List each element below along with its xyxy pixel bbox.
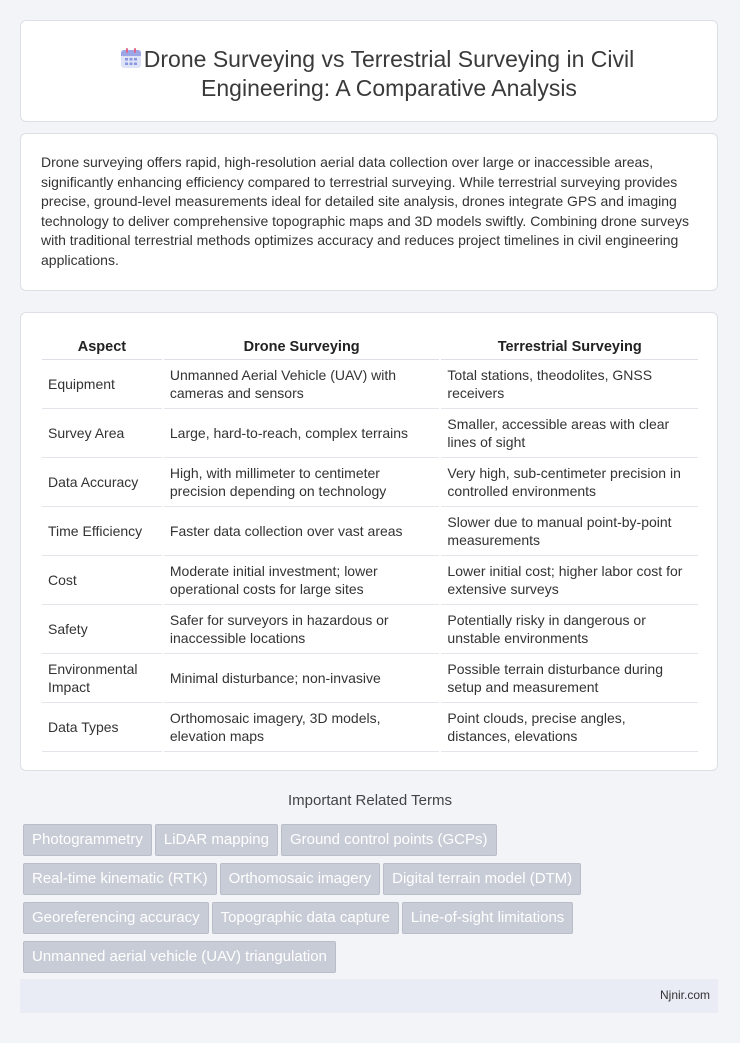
- term-tag[interactable]: Photogrammetry: [23, 824, 152, 856]
- term-tag[interactable]: Digital terrain model (DTM): [383, 863, 581, 895]
- column-header-terrestrial: Terrestrial Surveying: [440, 334, 698, 360]
- table-row: [42, 507, 698, 556]
- cell-aspect: Equipment: [42, 360, 163, 409]
- table-row: [42, 556, 698, 605]
- summary-paragraph: Drone surveying offers rapid, high-resolution aerial data collection over large or inaccessible areas, significantly enhancing efficiency compared to terrestrial surveying. While terrestrial surveying provides precise, ground-level measurements ideal for detailed site analysis, drones integrate GPS and imaging technology to deliver comprehensive topographic maps and 3D models swiftly. Combining drone surveys with traditional terrestrial methods optimizes accuracy and reduces project timelines in civil engineering applications.: [41, 154, 689, 268]
- cell-terrestrial: Total stations, theodolites, GNSS receivers: [440, 360, 698, 409]
- cell-drone: Minimal disturbance; non-invasive: [163, 654, 441, 703]
- cell-terrestrial: Lower initial cost; higher labor cost for extensive surveys: [440, 556, 698, 605]
- term-tag[interactable]: Line-of-sight limitations: [402, 902, 573, 934]
- footer-site-name[interactable]: Njnir.com: [659, 988, 710, 1002]
- cell-aspect: Data Types: [42, 703, 163, 752]
- cell-terrestrial: Possible terrain disturbance during setup and measurement: [440, 654, 698, 703]
- cell-aspect: Environmental Impact: [42, 654, 163, 703]
- summary-card: [20, 133, 718, 291]
- term-tag[interactable]: Topographic data capture: [212, 902, 399, 934]
- term-tag[interactable]: Orthomosaic imagery: [220, 863, 381, 895]
- page-title: Drone Surveying vs Terrestrial Surveying in Civil Engineering: A Comparative Analysis: [143, 46, 635, 101]
- table-row: [42, 360, 698, 409]
- table-header-row: [42, 334, 698, 360]
- cell-drone: Large, hard-to-reach, complex terrains: [163, 409, 441, 458]
- cell-terrestrial: Slower due to manual point-by-point measurements: [440, 507, 698, 556]
- header-card: [20, 20, 718, 122]
- cell-terrestrial: Potentially risky in dangerous or unstable environments: [440, 605, 698, 654]
- cell-aspect: Time Efficiency: [42, 507, 163, 556]
- cell-terrestrial: Very high, sub-centimeter precision in controlled environments: [440, 458, 698, 507]
- term-tag[interactable]: Unmanned aerial vehicle (UAV) triangulation: [23, 941, 336, 973]
- term-tag[interactable]: Georeferencing accuracy: [23, 902, 209, 934]
- table-row: [42, 605, 698, 654]
- table-row: [42, 654, 698, 703]
- footer: [20, 979, 718, 1013]
- cell-drone: Moderate initial investment; lower operational costs for large sites: [163, 556, 441, 605]
- cell-terrestrial: Smaller, accessible areas with clear lines of sight: [440, 409, 698, 458]
- table-row: [42, 458, 698, 507]
- cell-drone: Unmanned Aerial Vehicle (UAV) with cameras and sensors: [163, 360, 441, 409]
- column-header-drone: Drone Surveying: [163, 334, 441, 360]
- cell-terrestrial: Point clouds, precise angles, distances, elevations: [440, 703, 698, 752]
- column-header-aspect: Aspect: [42, 334, 163, 360]
- related-terms-title: Important Related Terms: [288, 792, 452, 809]
- cell-drone: High, with millimeter to centimeter precision depending on technology: [163, 458, 441, 507]
- cell-drone: Safer for surveyors in hazardous or inaccessible locations: [163, 605, 441, 654]
- cell-drone: Orthomosaic imagery, 3D models, elevation maps: [163, 703, 441, 752]
- term-tag[interactable]: Ground control points (GCPs): [281, 824, 497, 856]
- cell-aspect: Survey Area: [42, 409, 163, 458]
- term-tag[interactable]: LiDAR mapping: [155, 824, 278, 856]
- related-terms-list: [23, 824, 623, 980]
- comparison-table-card: [20, 312, 718, 771]
- cell-aspect: Cost: [42, 556, 163, 605]
- cell-aspect: Safety: [42, 605, 163, 654]
- table-row: [42, 409, 698, 458]
- comparison-table: [42, 334, 698, 752]
- table-row: [42, 703, 698, 752]
- cell-aspect: Data Accuracy: [42, 458, 163, 507]
- cell-drone: Faster data collection over vast areas: [163, 507, 441, 556]
- term-tag[interactable]: Real-time kinematic (RTK): [23, 863, 217, 895]
